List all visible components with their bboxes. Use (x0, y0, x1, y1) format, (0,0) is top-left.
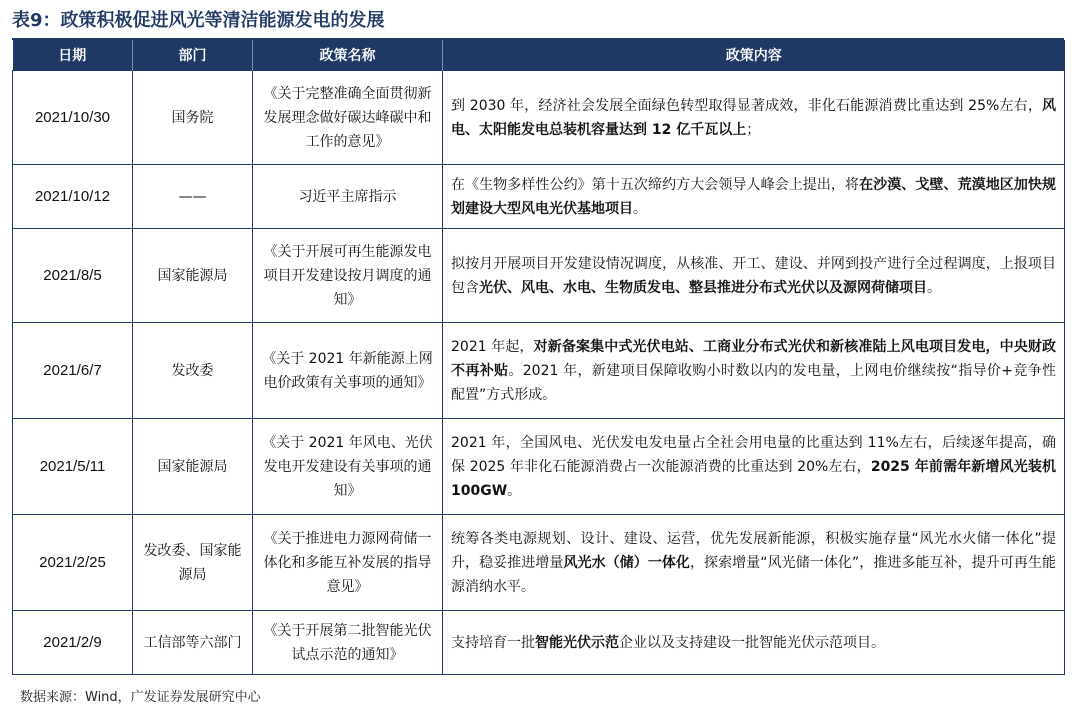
content-text: 拟按月开展项目开发建设情况调度，从核准、开工、建设、并网到投产进行全过程调度，上报项目包含 (451, 255, 1056, 296)
column-header-policy-name: 政策名称 (253, 40, 443, 71)
row-date: 2021/10/12 (13, 165, 133, 229)
emphasized-text: 光伏、风电、水电、生物质发电、整县推进分布式光伏以及源网荷储项目 (479, 279, 927, 296)
emphasized-text: 在沙漠、戈壁、荒漠地区加快规划建设大型风电光伏基地项目 (451, 176, 1057, 217)
table-header-row (13, 40, 1065, 71)
row-policy-content (443, 419, 1065, 515)
row-dept: —— (133, 165, 253, 229)
data-source-note: 数据来源：Wind，广发证券发展研究中心 (20, 690, 261, 705)
column-header-policy-content: 政策内容 (443, 40, 1065, 71)
row-date: 2021/6/7 (13, 323, 133, 419)
table-row (13, 419, 1065, 515)
content-text: 。 (633, 200, 647, 217)
emphasized-text: 风电、太阳能发电总装机容量达到 12 亿千瓦以上 (451, 97, 1056, 138)
table-row (13, 71, 1065, 165)
row-date: 2021/5/11 (13, 419, 133, 515)
content-text: 统筹各类电源规划、设计、建设、运营，优先发展新能源，积极实施存量“风光水火储一体化”提升，稳妥推进增量 (451, 530, 1056, 571)
content-text: 在《生物多样性公约》第十五次缔约方大会领导人峰会上提出，将 (451, 176, 860, 193)
row-dept: 国家能源局 (133, 419, 253, 515)
policy-table (12, 40, 1065, 675)
content-text: 。 (927, 279, 941, 296)
content-text: 。 (507, 482, 522, 499)
content-text: 到 2030 年，经济社会发展全面绿色转型取得显著成效，非化石能源消费比重达到 25%左右， (451, 97, 1042, 114)
content-text: 2021 年起， (451, 338, 534, 355)
table-row (13, 611, 1065, 675)
row-policy-name: 《关于完整准确全面贯彻新发展理念做好碳达峰碳中和工作的意见》 (253, 71, 443, 165)
row-dept: 国务院 (133, 71, 253, 165)
row-policy-name: 《关于开展第二批智能光伏试点示范的通知》 (253, 611, 443, 675)
row-policy-name: 《关于推进电力源网荷储一体化和多能互补发展的指导意见》 (253, 515, 443, 611)
content-text: 支持培育一批 (451, 634, 535, 651)
row-dept: 国家能源局 (133, 229, 253, 323)
row-policy-content (443, 611, 1065, 675)
row-policy-content (443, 71, 1065, 165)
emphasized-text: 风光水（储）一体化 (563, 554, 690, 571)
row-policy-content (443, 323, 1065, 419)
row-policy-content (443, 515, 1065, 611)
content-text: 2021 年，全国风电、光伏发电发电量占全社会用电量的比重达到 11%左右，后续逐年提高，确保 2025 年非化石能源消费占一次能源消费的比重达到 20%左右， (451, 434, 1056, 475)
row-policy-name: 《关于 2021 年新能源上网电价政策有关事项的通知》 (253, 323, 443, 419)
row-date: 2021/8/5 (13, 229, 133, 323)
column-header-date: 日期 (13, 40, 133, 71)
emphasized-text: 2025 年前需年新增风光装机 100GW (451, 458, 1056, 499)
row-policy-name: 《关于 2021 年风电、光伏发电开发建设有关事项的通知》 (253, 419, 443, 515)
table-title: 表9：政策积极促进风光等清洁能源发电的发展 (12, 10, 385, 31)
content-text: ； (746, 121, 761, 138)
content-text: ，探索增量“风光储一体化”，推进多能互补，提升可再生能源消纳水平。 (451, 554, 1057, 595)
row-dept: 工信部等六部门 (133, 611, 253, 675)
emphasized-text: 智能光伏示范 (535, 634, 619, 651)
table-row (13, 515, 1065, 611)
content-text: 。2021 年，新建项目保障收购小时数以内的发电量，上网电价继续按“指导价+竞争性配置”方式形成。 (451, 362, 1057, 403)
row-policy-content (443, 229, 1065, 323)
row-date: 2021/10/30 (13, 71, 133, 165)
table-row (13, 323, 1065, 419)
row-policy-name: 习近平主席指示 (253, 165, 443, 229)
column-header-dept: 部门 (133, 40, 253, 71)
row-date: 2021/2/9 (13, 611, 133, 675)
emphasized-text: 对新备案集中式光伏电站、工商业分布式光伏和新核准陆上风电项目发电，中央财政不再补贴 (451, 338, 1056, 379)
row-policy-name: 《关于开展可再生能源发电项目开发建设按月调度的通知》 (253, 229, 443, 323)
row-policy-content (443, 165, 1065, 229)
table-row (13, 229, 1065, 323)
content-text: 企业以及支持建设一批智能光伏示范项目。 (619, 634, 885, 651)
table-row (13, 165, 1065, 229)
row-dept: 发改委 (133, 323, 253, 419)
row-dept: 发改委、国家能源局 (133, 515, 253, 611)
row-date: 2021/2/25 (13, 515, 133, 611)
